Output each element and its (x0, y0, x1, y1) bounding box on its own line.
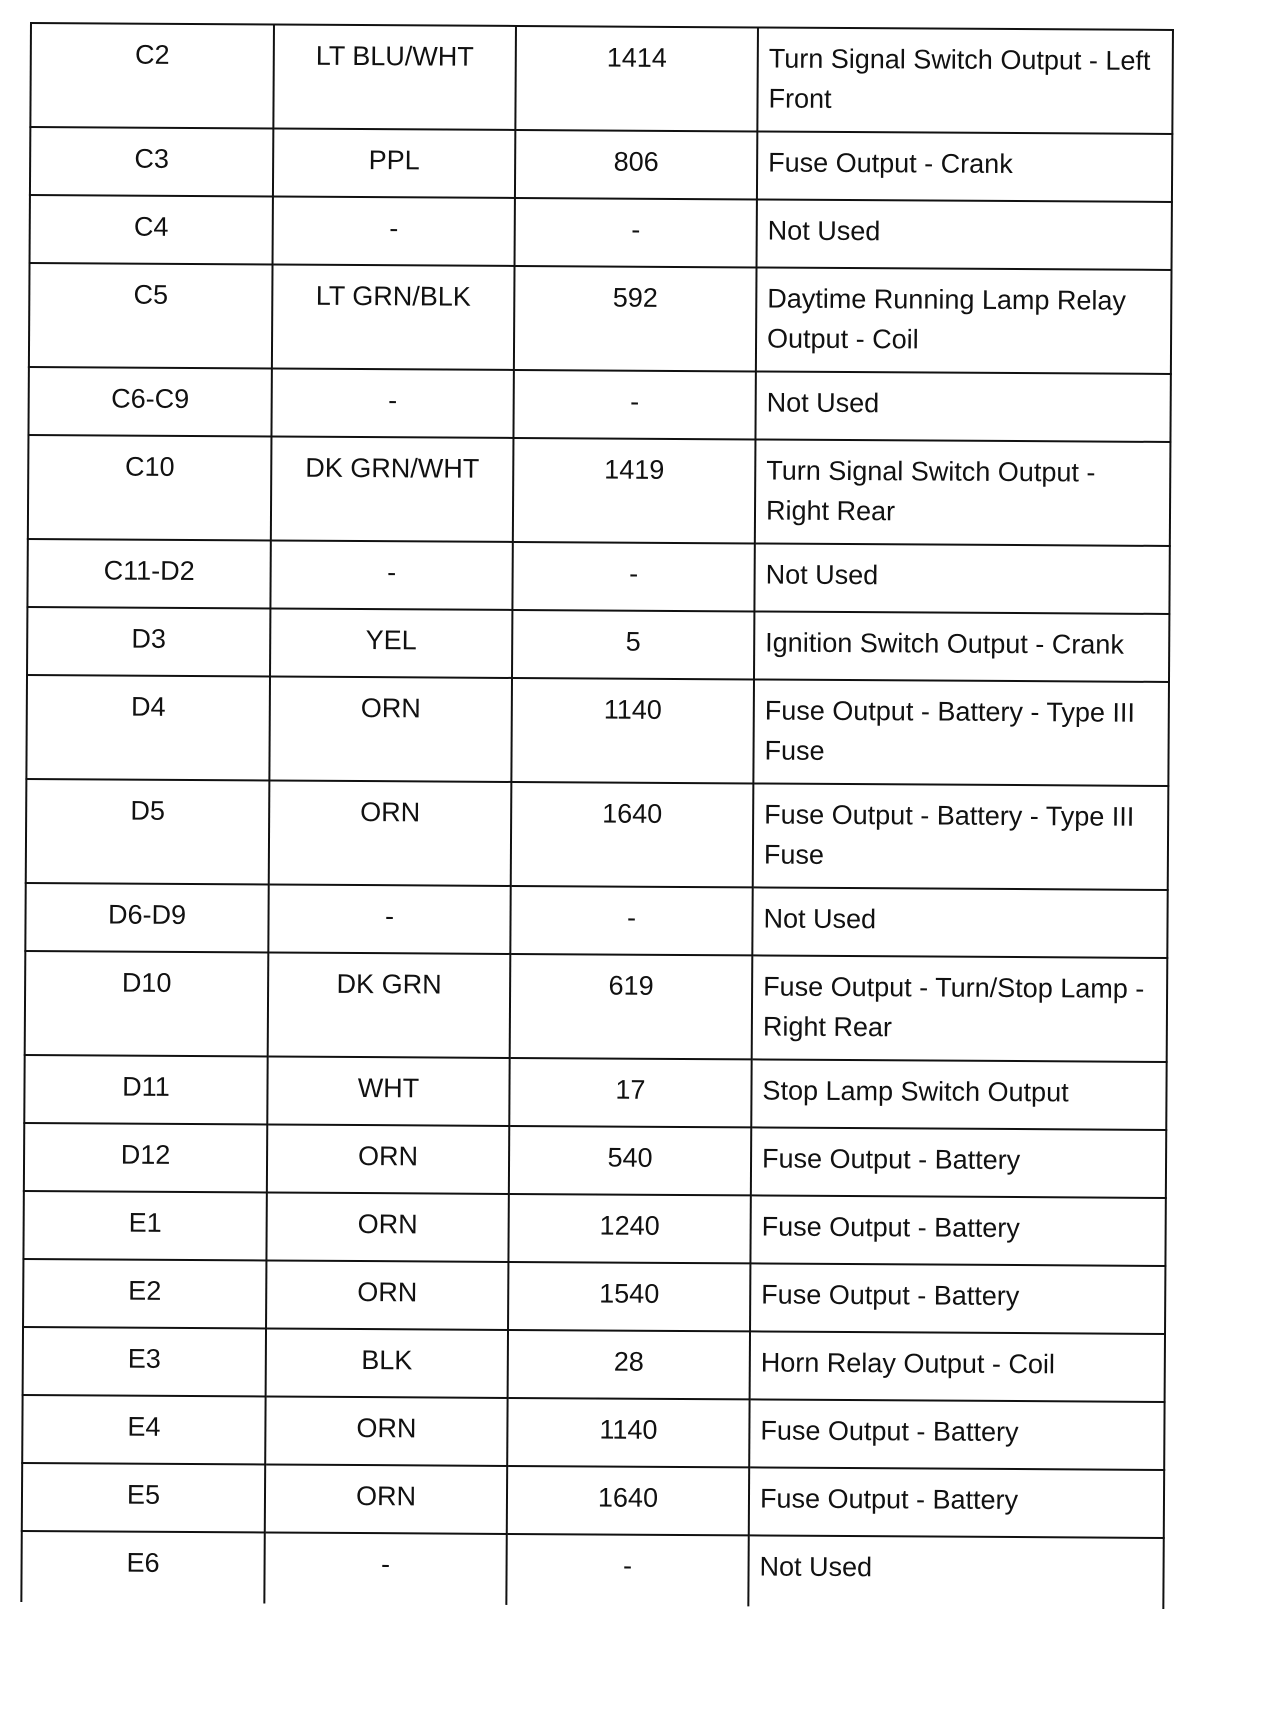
table-row (30, 23, 1173, 134)
function-cell: Fuse Output - Battery - Type III Fuse (753, 783, 1169, 890)
function-cell: Not Used (748, 1535, 1163, 1609)
circuit-cell: 592 (514, 266, 757, 371)
circuit-cell: 806 (515, 130, 757, 199)
wire-color-cell: ORN (269, 676, 512, 781)
wire-color-cell: ORN (265, 1464, 507, 1533)
wire-color-cell: DK GRN (268, 952, 511, 1057)
circuit-cell: 1640 (511, 782, 754, 887)
wire-color-cell: - (264, 1532, 506, 1604)
table-row (27, 607, 1169, 682)
function-cell: Stop Lamp Switch Output (751, 1059, 1166, 1130)
circuit-cell: 1140 (507, 1398, 749, 1467)
wire-color-cell: - (268, 884, 510, 953)
wire-color-cell: DK GRN/WHT (271, 436, 514, 541)
pin-cell: C6-C9 (28, 367, 271, 436)
pin-cell: D11 (24, 1055, 267, 1124)
circuit-cell: - (515, 198, 757, 267)
table-row (27, 539, 1169, 614)
function-cell: Not Used (757, 199, 1172, 270)
pin-cell: D4 (26, 675, 270, 780)
pin-cell: E5 (22, 1463, 265, 1532)
pin-cell: D10 (25, 951, 269, 1056)
table-row (23, 1191, 1165, 1266)
circuit-cell: - (506, 1534, 748, 1606)
function-cell: Daytime Running Lamp Relay Output - Coil (756, 267, 1172, 374)
function-cell: Fuse Output - Crank (757, 131, 1172, 202)
circuit-cell: 28 (508, 1330, 750, 1399)
pin-cell: D12 (24, 1123, 267, 1192)
function-cell: Fuse Output - Battery - Type III Fuse (753, 679, 1169, 786)
table-row (23, 1259, 1165, 1334)
function-cell: Fuse Output - Battery (749, 1399, 1164, 1470)
wire-color-cell: ORN (269, 780, 512, 885)
table-row (30, 195, 1172, 270)
table-row (26, 779, 1169, 890)
function-cell: Fuse Output - Battery (750, 1195, 1165, 1266)
pin-cell: E6 (21, 1531, 264, 1603)
pin-cell: E1 (23, 1191, 266, 1260)
function-cell: Fuse Output - Turn/Stop Lamp - Right Rear (752, 955, 1168, 1062)
pin-cell: E4 (22, 1395, 265, 1464)
circuit-cell: 1640 (507, 1466, 749, 1535)
wire-color-cell: LT BLU/WHT (273, 24, 516, 129)
pin-cell: D5 (26, 779, 270, 884)
table-row (24, 1055, 1166, 1130)
circuit-cell: 619 (510, 954, 753, 1059)
function-cell: Turn Signal Switch Output - Right Rear (755, 439, 1171, 546)
table-row (25, 951, 1168, 1062)
wire-color-cell: ORN (265, 1396, 507, 1465)
circuit-cell: 5 (512, 610, 754, 679)
table-row (24, 1123, 1166, 1198)
wire-color-cell: PPL (273, 128, 515, 197)
wire-color-cell: - (270, 540, 512, 609)
table-row (25, 883, 1167, 958)
circuit-cell: 540 (509, 1126, 751, 1195)
connector-pinout-table (20, 22, 1174, 1609)
table-row (28, 435, 1171, 546)
pin-cell: C10 (28, 435, 272, 540)
circuit-cell: - (513, 370, 755, 439)
function-cell: Not Used (752, 887, 1167, 958)
function-cell: Not Used (754, 543, 1169, 614)
table-row (30, 127, 1172, 202)
pin-cell: E3 (23, 1327, 266, 1396)
wire-color-cell: WHT (267, 1056, 509, 1125)
circuit-cell: 1240 (508, 1194, 750, 1263)
table-row (28, 367, 1170, 442)
function-cell: Fuse Output - Battery (750, 1263, 1165, 1334)
wire-color-cell: BLK (266, 1328, 508, 1397)
function-cell: Fuse Output - Battery (751, 1127, 1166, 1198)
pin-cell: D6-D9 (25, 883, 268, 952)
wire-color-cell: ORN (266, 1192, 508, 1261)
function-cell: Turn Signal Switch Output - Left Front (757, 27, 1173, 134)
wire-color-cell: - (271, 368, 513, 437)
circuit-cell: 1140 (511, 678, 754, 783)
pin-cell: C4 (30, 195, 273, 264)
circuit-cell: 1540 (508, 1262, 750, 1331)
table-row (22, 1395, 1164, 1470)
pin-cell: C5 (29, 263, 273, 368)
wire-color-cell: YEL (270, 608, 512, 677)
circuit-cell: - (512, 542, 754, 611)
pin-cell: D3 (27, 607, 270, 676)
circuit-cell: 1414 (515, 26, 758, 131)
pin-cell: E2 (23, 1259, 266, 1328)
wire-color-cell: - (273, 196, 515, 265)
circuit-cell: 1419 (513, 438, 756, 543)
function-cell: Ignition Switch Output - Crank (754, 611, 1169, 682)
wire-color-cell: ORN (266, 1260, 508, 1329)
table-row (26, 675, 1169, 786)
circuit-cell: 17 (509, 1058, 751, 1127)
table-row (21, 1531, 1163, 1609)
function-cell: Horn Relay Output - Coil (750, 1331, 1165, 1402)
wire-color-cell: ORN (267, 1124, 509, 1193)
pin-cell: C3 (30, 127, 273, 196)
circuit-cell: - (510, 886, 752, 955)
pin-cell: C11-D2 (27, 539, 270, 608)
wire-color-cell: LT GRN/BLK (272, 264, 515, 369)
function-cell: Fuse Output - Battery (749, 1467, 1164, 1538)
table-row (22, 1463, 1164, 1538)
table-row (23, 1327, 1165, 1402)
function-cell: Not Used (755, 371, 1170, 442)
pin-cell: C2 (30, 23, 274, 128)
table-row (29, 263, 1172, 374)
